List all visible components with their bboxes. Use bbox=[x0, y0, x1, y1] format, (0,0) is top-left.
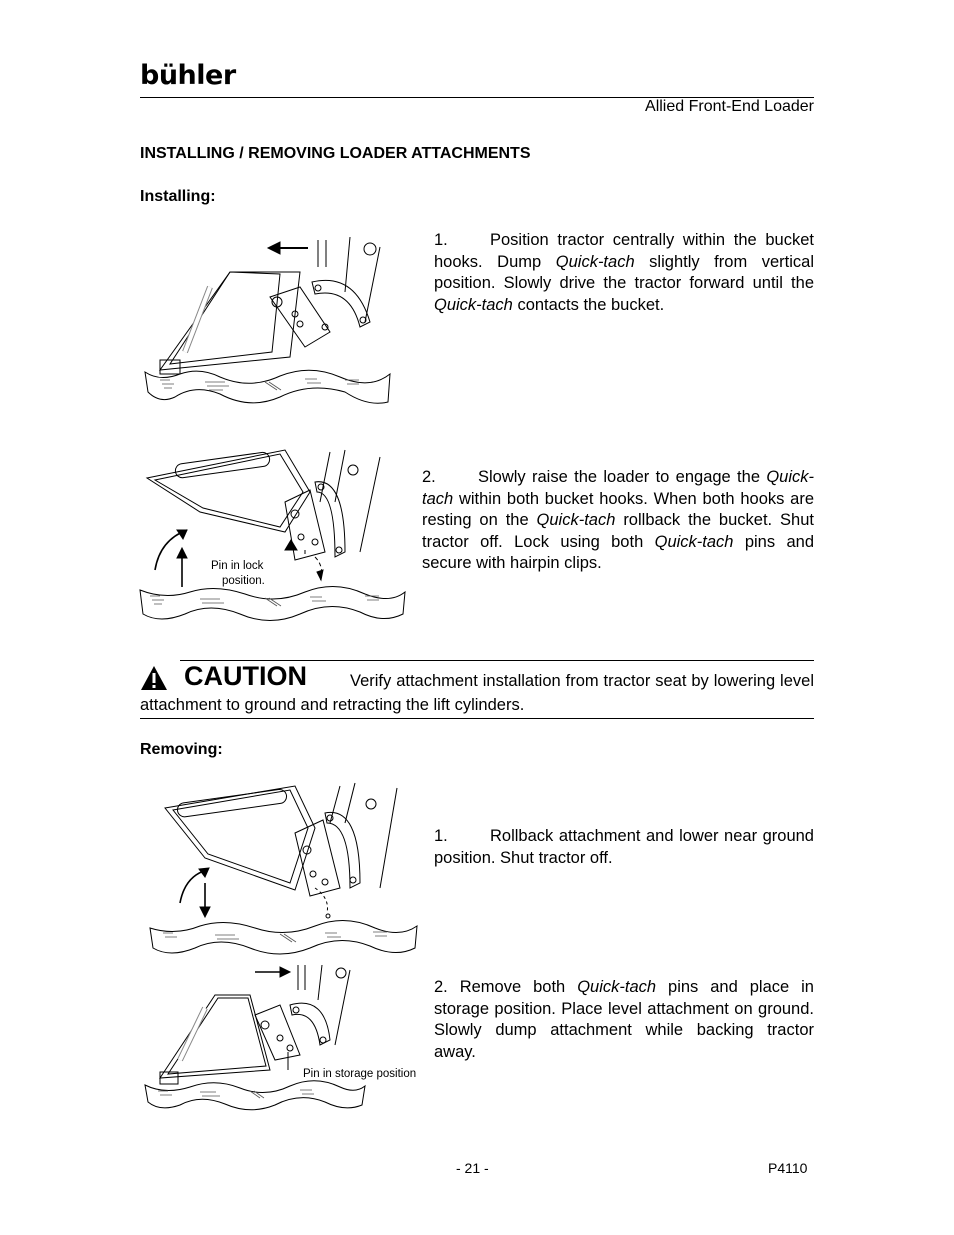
quick-tach-term: Quick-tach bbox=[536, 511, 616, 530]
install-step2-part: Slowly raise the loader to engage the bbox=[478, 468, 767, 486]
figure-install-step2 bbox=[135, 442, 410, 627]
install-step1-part: contacts the bucket. bbox=[512, 295, 665, 314]
pin-lock-caption-line1: Pin in lock bbox=[211, 560, 264, 572]
remove-step2-text bbox=[434, 977, 814, 1063]
figure-remove-step1 bbox=[145, 778, 425, 958]
buhler-logo: bühler bbox=[140, 60, 236, 91]
caution-label: CAUTION bbox=[184, 661, 307, 691]
remove-step1-part: Rollback attachment and lower near ground position. Shut tractor off. bbox=[434, 827, 814, 867]
pin-lock-caption-line2: position. bbox=[222, 575, 265, 587]
install-step1-part: Position tractor centrally within the bucket hooks. Dump bbox=[434, 231, 814, 271]
removing-heading: Removing: bbox=[140, 741, 223, 758]
pin-storage-caption: Pin in storage position bbox=[303, 1068, 417, 1080]
installing-heading: Installing: bbox=[140, 188, 216, 205]
install-step2-number: 2. bbox=[422, 468, 436, 486]
loader-rollback-illustration bbox=[145, 778, 425, 958]
caution-bottom-rule bbox=[140, 718, 814, 719]
section-title: INSTALLING / REMOVING LOADER ATTACHMENTS bbox=[140, 145, 531, 162]
quick-tach-term: Quick-tach bbox=[422, 468, 814, 508]
install-step2-part: rollback the bucket. Shut tractor off. Lock using both bbox=[422, 511, 814, 551]
install-step2-text bbox=[422, 467, 814, 575]
install-step1-text bbox=[434, 230, 814, 316]
remove-step1-number: 1. bbox=[434, 827, 448, 845]
install-step1-part: slightly from vertical position. Slowly drive the tractor forward until the bbox=[434, 252, 815, 293]
quick-tach-term: Quick-tach bbox=[654, 532, 734, 551]
remove-step1-text bbox=[434, 826, 814, 869]
figure-remove-step2 bbox=[140, 960, 370, 1115]
install-step1-number: 1. bbox=[434, 231, 448, 249]
install-step2-part: pins and secure with hairpin clips. bbox=[422, 532, 814, 573]
document-code: P4110 bbox=[768, 1160, 808, 1176]
loader-approach-illustration bbox=[140, 232, 420, 412]
loader-dump-illustration bbox=[140, 960, 370, 1115]
quick-tach-term: Quick-tach bbox=[577, 978, 657, 996]
install-step2-part: within both bucket hooks. When both hooks are resting on the bbox=[422, 489, 814, 530]
figure-install-step1 bbox=[140, 232, 420, 412]
loader-raise-illustration bbox=[135, 442, 410, 627]
page-number: - 21 - bbox=[456, 1160, 489, 1176]
quick-tach-term: Quick-tach bbox=[434, 295, 513, 314]
quick-tach-term: Quick-tach bbox=[555, 252, 635, 271]
remove-step2-part: pins and place in storage position. Place level attachment on ground. Slowly dump attachment while backing tractor away. bbox=[434, 978, 814, 1061]
remove-step2-part: 2. Remove both bbox=[434, 978, 578, 996]
document-title: Allied Front-End Loader bbox=[645, 98, 814, 115]
caution-text: Verify attachment installation from tractor seat by lowering level attachment to ground and retracting the lift cylinders. bbox=[140, 672, 814, 714]
